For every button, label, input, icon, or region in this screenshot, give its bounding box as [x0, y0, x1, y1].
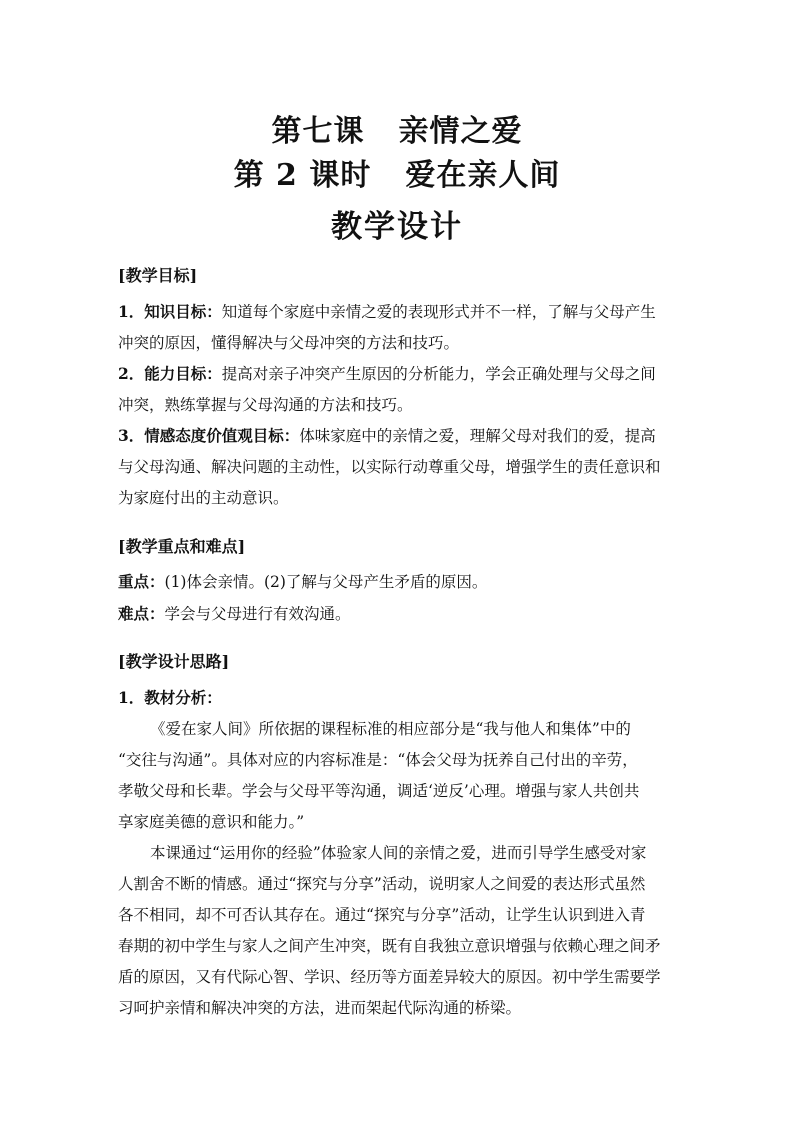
lesson-title: [0, 106, 794, 150]
goal-2-line-1: [118, 362, 656, 384]
lesson-number: 第七课: [271, 114, 365, 149]
key-point-line: [118, 570, 487, 592]
para-1-line-2: “交往与沟通”。具体对应的内容标准是：“体会父母为抚养自己付出的辛劳，: [118, 751, 638, 769]
para-2-line-5: 盾的原因，又有代际心智、学识、经历等方面差异较大的原因。初中学生需要学: [118, 968, 661, 986]
period-title: [0, 150, 794, 194]
lesson-name: 亲情之爱: [398, 114, 523, 149]
goal-3-text-3: 为家庭付出的主动意识。: [118, 489, 289, 507]
para-2-line-1: 本课通过“运用你的经验”体验家人间的亲情之爱，进而引导学生感受对家: [150, 844, 647, 862]
para-2-line-6: 习呵护亲情和解决冲突的方法，进而架起代际沟通的桥梁。: [118, 999, 522, 1017]
goal-3-text-1: 体味家庭中的亲情之爱，理解父母对我们的爱，提高: [299, 427, 656, 445]
document-subtitle: 教学设计: [331, 209, 463, 245]
goal-1-label: 1．知识目标：: [118, 302, 222, 321]
para-1-line-1: 《爱在家人间》所依据的课程标准的相应部分是“我与他人和集体”中的: [150, 720, 631, 738]
difficulty-text: 学会与父母进行有效沟通。: [164, 605, 351, 623]
goal-2-label: 2．能力目标：: [118, 364, 222, 383]
para-2-line-2: 人割舍不断的情感。通过“探究与分享”活动，说明家人之间爱的表达形式虽然: [118, 875, 646, 893]
goal-2-text-1: 提高对亲子冲突产生原因的分析能力，学会正确处理与父母之间: [221, 365, 656, 383]
period-number: 第 2 课时: [233, 158, 372, 193]
difficulty-line: [118, 602, 351, 624]
goal-2-text-2: 冲突，熟练掌握与父母沟通的方法和技巧。: [118, 396, 413, 414]
goals-heading: [教学目标]: [118, 266, 198, 285]
key-point-label: 重点：: [118, 572, 165, 591]
goal-1-text-2: 冲突的原因，懂得解决与父母冲突的方法和技巧。: [118, 334, 460, 352]
period-name: 爱在亲人间: [405, 158, 561, 193]
goal-1-line-1: [118, 300, 656, 322]
goal-1-text-1: 知道每个家庭中亲情之爱的表现形式并不一样，了解与父母产生: [221, 303, 656, 321]
design-heading: [教学设计思路]: [118, 652, 230, 671]
para-2-line-4: 春期的初中学生与家人之间产生冲突，既有自我独立意识增强与依赖心理之间矛: [118, 937, 661, 955]
keypoints-heading: [教学重点和难点]: [118, 537, 246, 556]
goal-3-label: 3．情感态度价值观目标：: [118, 426, 300, 445]
material-analysis-heading: 1．教材分析：: [118, 688, 222, 707]
para-1-line-3: 孝敬父母和长辈。学会与父母平等沟通，调适‘逆反’心理。增强与家人共创共: [118, 782, 640, 800]
para-2-line-3: 各不相同，却不可否认其存在。通过“探究与分享”活动，让学生认识到进入青: [118, 906, 646, 924]
para-1-line-4: 享家庭美德的意识和能力。”: [118, 813, 305, 831]
key-point-text: (1)体会亲情。(2)了解与父母产生矛盾的原因。: [164, 573, 488, 591]
goal-3-text-2: 与父母沟通、解决问题的主动性，以实际行动尊重父母，增强学生的责任意识和: [118, 458, 661, 476]
difficulty-label: 难点：: [118, 604, 165, 623]
goal-3-line-1: [118, 424, 656, 446]
